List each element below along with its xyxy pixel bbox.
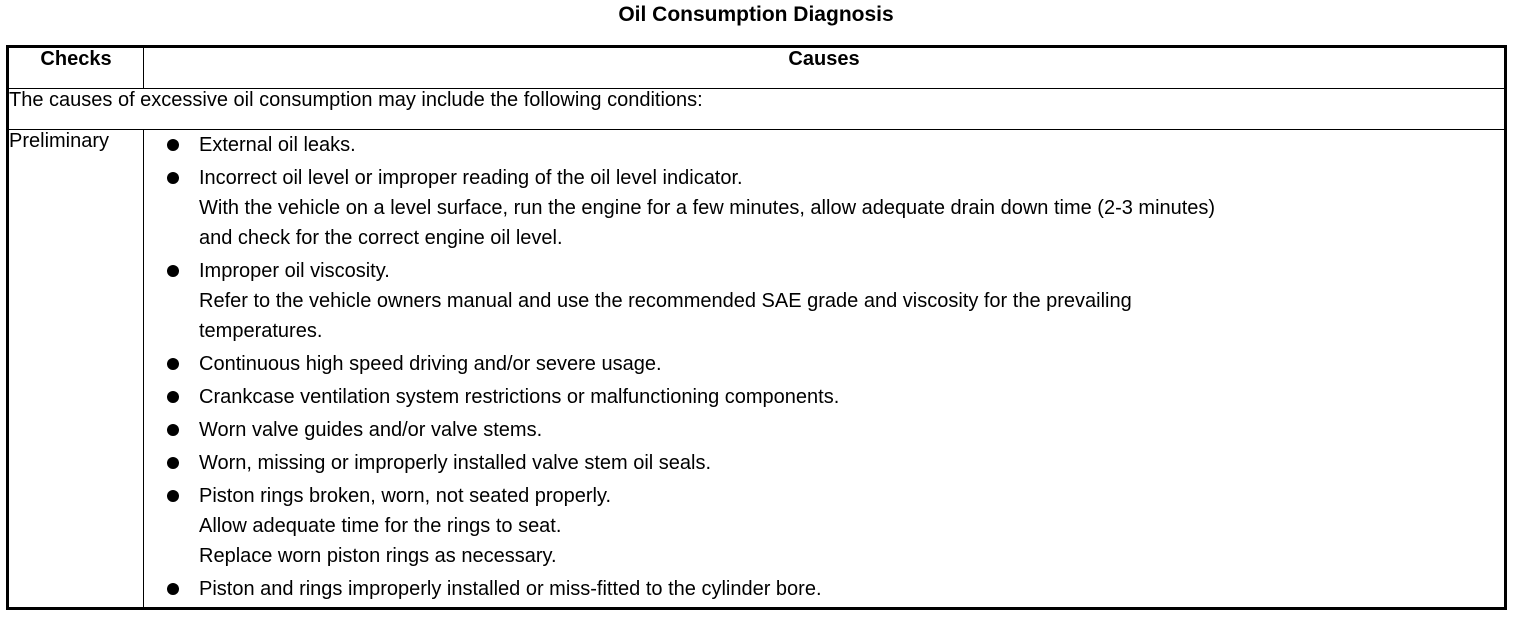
list-item <box>144 382 1504 412</box>
bullet-icon <box>167 391 179 403</box>
cause-text: Piston rings broken, worn, not seated properly. <box>199 485 612 507</box>
bullet-icon <box>167 358 179 370</box>
cause-text: Worn valve guides and/or valve stems. <box>199 419 543 441</box>
cause-note: Allow adequate time for the rings to seat. <box>199 515 562 537</box>
column-header-causes: Causes <box>144 47 1506 89</box>
list-item <box>144 130 1504 160</box>
causes-cell <box>144 130 1506 609</box>
cause-text: Crankcase ventilation system restrictions or malfunctioning components. <box>199 386 840 408</box>
table-row <box>8 130 1506 609</box>
bullet-icon <box>167 139 179 151</box>
list-item <box>144 448 1504 478</box>
page-title: Oil Consumption Diagnosis <box>618 3 894 26</box>
list-item <box>144 349 1504 379</box>
causes-list <box>144 130 1504 604</box>
cause-text: External oil leaks. <box>199 134 356 156</box>
intro-row <box>8 89 1506 130</box>
cause-note: With the vehicle on a level surface, run the engine for a few minutes, allow adequate drain down time (2-3 minutes) <box>199 197 1216 219</box>
cause-text: Improper oil viscosity. <box>199 260 390 282</box>
cause-text: Incorrect oil level or improper reading of the oil level indicator. <box>199 167 743 189</box>
cause-text: Continuous high speed driving and/or severe usage. <box>199 353 662 375</box>
cause-note: temperatures. <box>199 320 323 342</box>
table-header-row <box>8 47 1506 89</box>
list-item <box>144 163 1504 253</box>
bullet-icon <box>167 265 179 277</box>
check-label: Preliminary <box>8 130 144 609</box>
bullet-icon <box>167 583 179 595</box>
cause-note: and check for the correct engine oil level. <box>199 227 563 249</box>
list-item <box>144 415 1504 445</box>
list-item <box>144 574 1504 604</box>
bullet-icon <box>167 457 179 469</box>
cause-note: Refer to the vehicle owners manual and use the recommended SAE grade and viscosity for the prevailing <box>199 290 1132 312</box>
cause-text: Worn, missing or improperly installed valve stem oil seals. <box>199 452 712 474</box>
column-header-checks: Checks <box>8 47 144 89</box>
diagnosis-table <box>6 45 1507 610</box>
intro-text: The causes of excessive oil consumption may include the following conditions: <box>8 89 1506 130</box>
cause-note: Replace worn piston rings as necessary. <box>199 545 557 567</box>
cause-text: Piston and rings improperly installed or miss-fitted to the cylinder bore. <box>199 578 822 600</box>
list-item <box>144 481 1504 571</box>
bullet-icon <box>167 424 179 436</box>
list-item <box>144 256 1504 346</box>
bullet-icon <box>167 172 179 184</box>
bullet-icon <box>167 490 179 502</box>
